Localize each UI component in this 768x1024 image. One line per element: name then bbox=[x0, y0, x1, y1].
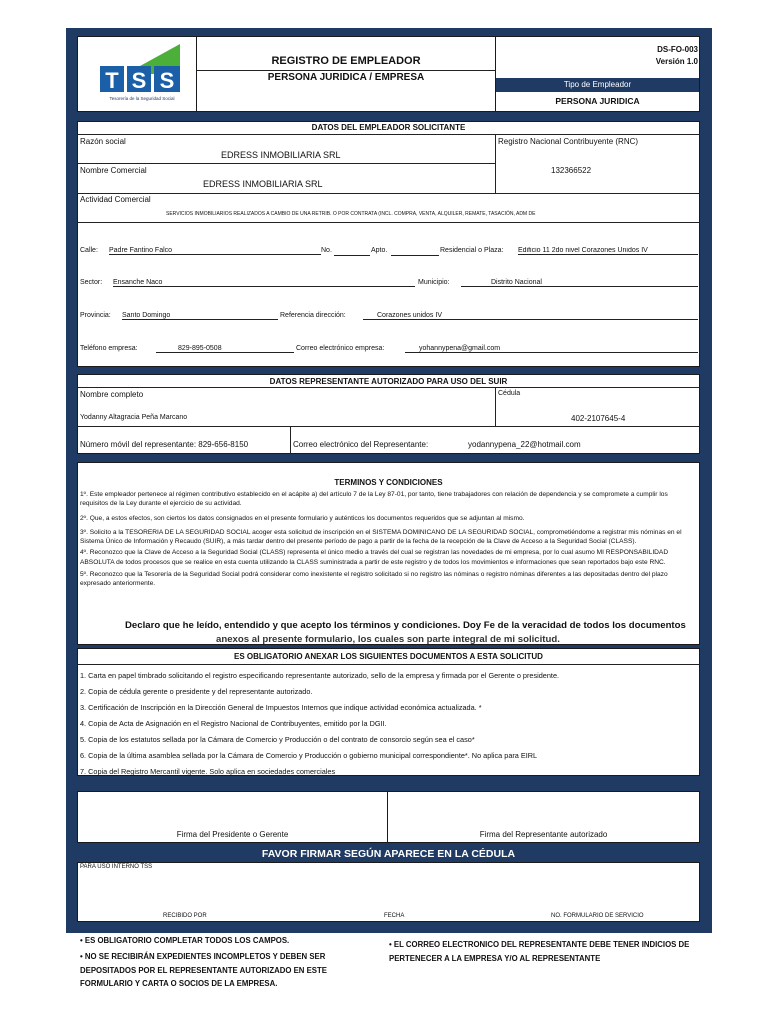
residencial-label: Residencial o Plaza: bbox=[440, 247, 504, 254]
rnc-label: Registro Nacional Contribuyente (RNC) bbox=[498, 137, 639, 146]
rep-movil[interactable]: Número móvil del representante: 829-656-8150 bbox=[80, 440, 249, 449]
signature-representative-label: Firma del Representante autorizado bbox=[479, 830, 608, 839]
svg-text:T: T bbox=[105, 68, 119, 93]
actividad-value[interactable]: SERVICIOS INMOBILIARIOS REALIZADOS A CAMBIO DE UNA RETRIB. O POR CONTRATA (INCL. COMPRA, VENTA, ALQUILER, REMATE, TASACIÓN, ADM DE bbox=[166, 211, 536, 217]
footer-note-2: • NO SE RECIBIRÁN EXPEDIENTES INCOMPLETOS Y DEBEN SER DEPOSITADOS POR EL REPRESENTANTE AUTORIZADO EN ESTE FORMULARIO Y CARTA O SOCIOS DE LA EMPRESA. bbox=[80, 952, 327, 988]
razon-social-label: Razón social bbox=[80, 137, 126, 146]
form-version: Versión 1.0 bbox=[655, 57, 698, 66]
no-label: No. bbox=[321, 247, 332, 254]
logo-subtitle: Tesorería de la Seguridad Social bbox=[109, 96, 175, 101]
document-item: 5. Copia de los estatutos sellada por la Cámara de Comercio y Producción o del contrato de consorcio según sea el caso* bbox=[80, 735, 475, 744]
document-item: 3. Certificación de Inscripción en la Dirección General de Impuestos Internos que indique actividad económica actualizada. * bbox=[80, 703, 482, 712]
residencial-value[interactable]: Edificio 11 2do nivel Corazones Unidos IV bbox=[518, 247, 698, 255]
rep-cedula-label: Cédula bbox=[498, 390, 521, 397]
no-field[interactable] bbox=[334, 247, 370, 256]
footer-note-1: • ES OBLIGATORIO COMPLETAR TODOS LOS CAMPOS. bbox=[80, 936, 290, 945]
terms-declaration: Declaro que he leído, entendido y que acepto los términos y condiciones. Doy Fe de la veracidad de todos los documentos bbox=[125, 620, 686, 631]
footer-note-3: • EL CORREO ELECTRONICO DEL REPRESENTANTE DEBE TENER INDICIOS DE PERTENECER A LA EMPRESA Y/O AL REPRESENTANTE bbox=[389, 940, 690, 963]
provincia-label: Provincia: bbox=[80, 312, 111, 319]
document-item: 2. Copia de cédula gerente o presidente y del representante autorizado. bbox=[80, 687, 313, 696]
terms-list bbox=[80, 490, 695, 591]
internal-recibido-label: RECIBIDO POR bbox=[163, 913, 207, 919]
apto-label: Apto. bbox=[371, 247, 388, 254]
tipo-empleador-value: PERSONA JURIDICA bbox=[555, 96, 640, 106]
term-item: 1º. Este empleador pertenece al régimen contributivo establecido en el acápite a) del artículo 7 de la Ley 87-01, por tanto, tiene trabajadores con relación de dependencia y se compromete a cumplir los requisitos de la Ley durante el ejercicio de su actividad. bbox=[80, 491, 668, 508]
documents-list bbox=[80, 668, 695, 780]
correo-empresa-label: Correo electrónico empresa: bbox=[296, 345, 385, 352]
internal-fecha-label: FECHA bbox=[384, 913, 405, 919]
logo-graphic bbox=[100, 44, 182, 102]
calle-label: Calle: bbox=[80, 247, 98, 254]
nombre-comercial-value[interactable]: EDRESS INMOBILIARIA SRL bbox=[203, 179, 323, 189]
term-item: 4º. Reconozco que la Clave de Acceso a la Seguridad Social (CLASS) representa el único medio a través del cual se registran las novedades de mi empresa, por lo cual asumo MI RESPONSABILIDAD ABSOLUTA de todos procesos que se realice en esta cuenta utilizando la CLASS suministrada a partir de este registro y de todos los movimientos e informaciones que sean reportados bajo este RNC. bbox=[80, 549, 669, 566]
telefono-value[interactable]: 829-895-0508 bbox=[156, 345, 294, 353]
documents-title: ES OBLIGATORIO ANEXAR LOS SIGUIENTES DOCUMENTOS A ESTA SOLICITUD bbox=[234, 652, 543, 661]
form-title: REGISTRO DE EMPLEADOR bbox=[271, 55, 421, 67]
employer-section bbox=[77, 121, 700, 367]
internal-use-label: PARA USO INTERNO TSS bbox=[80, 864, 153, 870]
signature-banner: FAVOR FIRMAR SEGÚN APARECE EN LA CÉDULA bbox=[261, 848, 516, 860]
actividad-label: Actividad Comercial bbox=[80, 195, 151, 204]
document-item: 7. Copia del Registro Mercantil vigente. Solo aplica en sociedades comerciales bbox=[80, 767, 336, 776]
rep-nombre-value[interactable]: Yodanny Altagracia Peña Marcano bbox=[80, 414, 188, 421]
rep-cedula-value[interactable]: 402-2107645-4 bbox=[571, 414, 626, 423]
document-item: 6. Copia de la última asamblea sellada por la Cámara de Comercio y Producción o gobierno municipal correspondiente*. No aplica para EIRL bbox=[80, 751, 538, 760]
municipio-label: Municipio: bbox=[418, 279, 450, 286]
term-item: 3º. Solicito a la TESORERIA DE LA SEGURIDAD SOCIAL acoger esta solicitud de inscripción en el SISTEMA DOMINICANO DE LA SEGURIDAD SOCIAL, comprometiéndome a registrar mis nóminas en el Sistema Único de Información y Recaudo (SUIR), a más tardar dentro del presente período de pago a partir de la fecha de la recepción de la Clave de Acceso a la Seguridad Social (CLASS). bbox=[80, 528, 682, 546]
signature-president-label: Firma del Presidente o Gerente bbox=[176, 830, 289, 839]
referencia-value[interactable]: Corazones unidos IV bbox=[363, 312, 698, 320]
terms-title: TERMINOS Y CONDICIONES bbox=[334, 478, 443, 487]
sector-label: Sector: bbox=[80, 279, 103, 286]
tss-logo bbox=[100, 44, 182, 102]
term-item: 5º. Reconozco que la Tesorería de la Seguridad Social podrá considerar como inexistente el registro solicitado si no registro las nóminas o registro nóminas diferentes a las depositadas dentro del plazo expresado anteriormente. bbox=[80, 571, 668, 588]
correo-empresa-value[interactable]: yohannypena@gmail.com bbox=[405, 345, 698, 353]
sector-value[interactable]: Ensanche Naco bbox=[113, 279, 415, 287]
referencia-label: Referencia dirección: bbox=[280, 312, 346, 319]
apto-field[interactable] bbox=[391, 247, 439, 256]
rep-correo-value[interactable]: yodannypena_22@hotmail.com bbox=[468, 440, 581, 449]
terms-declaration-cut: anexos al presente formulario, los cuales son parte integral de mi solicitud. bbox=[216, 634, 560, 645]
employer-section-title: DATOS DEL EMPLEADOR SOLICITANTE bbox=[311, 123, 466, 132]
document-item: 4. Copia de Acta de Asignación en el Registro Nacional de Contribuyentes, emitido por la DGII. bbox=[80, 719, 387, 728]
term-item: 2º. Que, a estos efectos, son ciertos los datos consignados en el presente formulario y auténticos los documentos requeridos que se adjuntan al mismo. bbox=[80, 514, 525, 522]
document-item: 1. Carta en papel timbrado solicitando el registro especificando representante autorizado, sello de la empresa y firmada por el Gerente o presidente. bbox=[80, 671, 560, 680]
telefono-label: Teléfono empresa: bbox=[80, 345, 138, 352]
rnc-value[interactable]: 132366522 bbox=[551, 166, 592, 175]
form-code: DS-FO-003 bbox=[657, 45, 698, 54]
rep-correo-label: Correo electrónico del Representante: bbox=[293, 440, 429, 449]
tipo-empleador-label: Tipo de Empleador bbox=[496, 78, 699, 92]
nombre-comercial-label: Nombre Comercial bbox=[80, 166, 147, 175]
svg-text:S: S bbox=[159, 68, 175, 93]
provincia-value[interactable]: Santo Domingo bbox=[122, 312, 278, 320]
rep-nombre-label: Nombre completo bbox=[80, 390, 144, 399]
svg-text:S: S bbox=[131, 68, 147, 93]
calle-value[interactable]: Padre Fantino Falco bbox=[109, 247, 321, 255]
form-subtitle: PERSONA JURIDICA / EMPRESA bbox=[267, 72, 425, 83]
internal-formulario-label: NO. FORMULARIO DE SERVICIO bbox=[551, 913, 644, 919]
representative-section-title: DATOS REPRESENTANTE AUTORIZADO PARA USO DEL SUIR bbox=[269, 377, 508, 386]
razon-social-value[interactable]: EDRESS INMOBILIARIA SRL bbox=[221, 150, 341, 160]
municipio-value[interactable]: Distrito Nacional bbox=[461, 279, 698, 287]
